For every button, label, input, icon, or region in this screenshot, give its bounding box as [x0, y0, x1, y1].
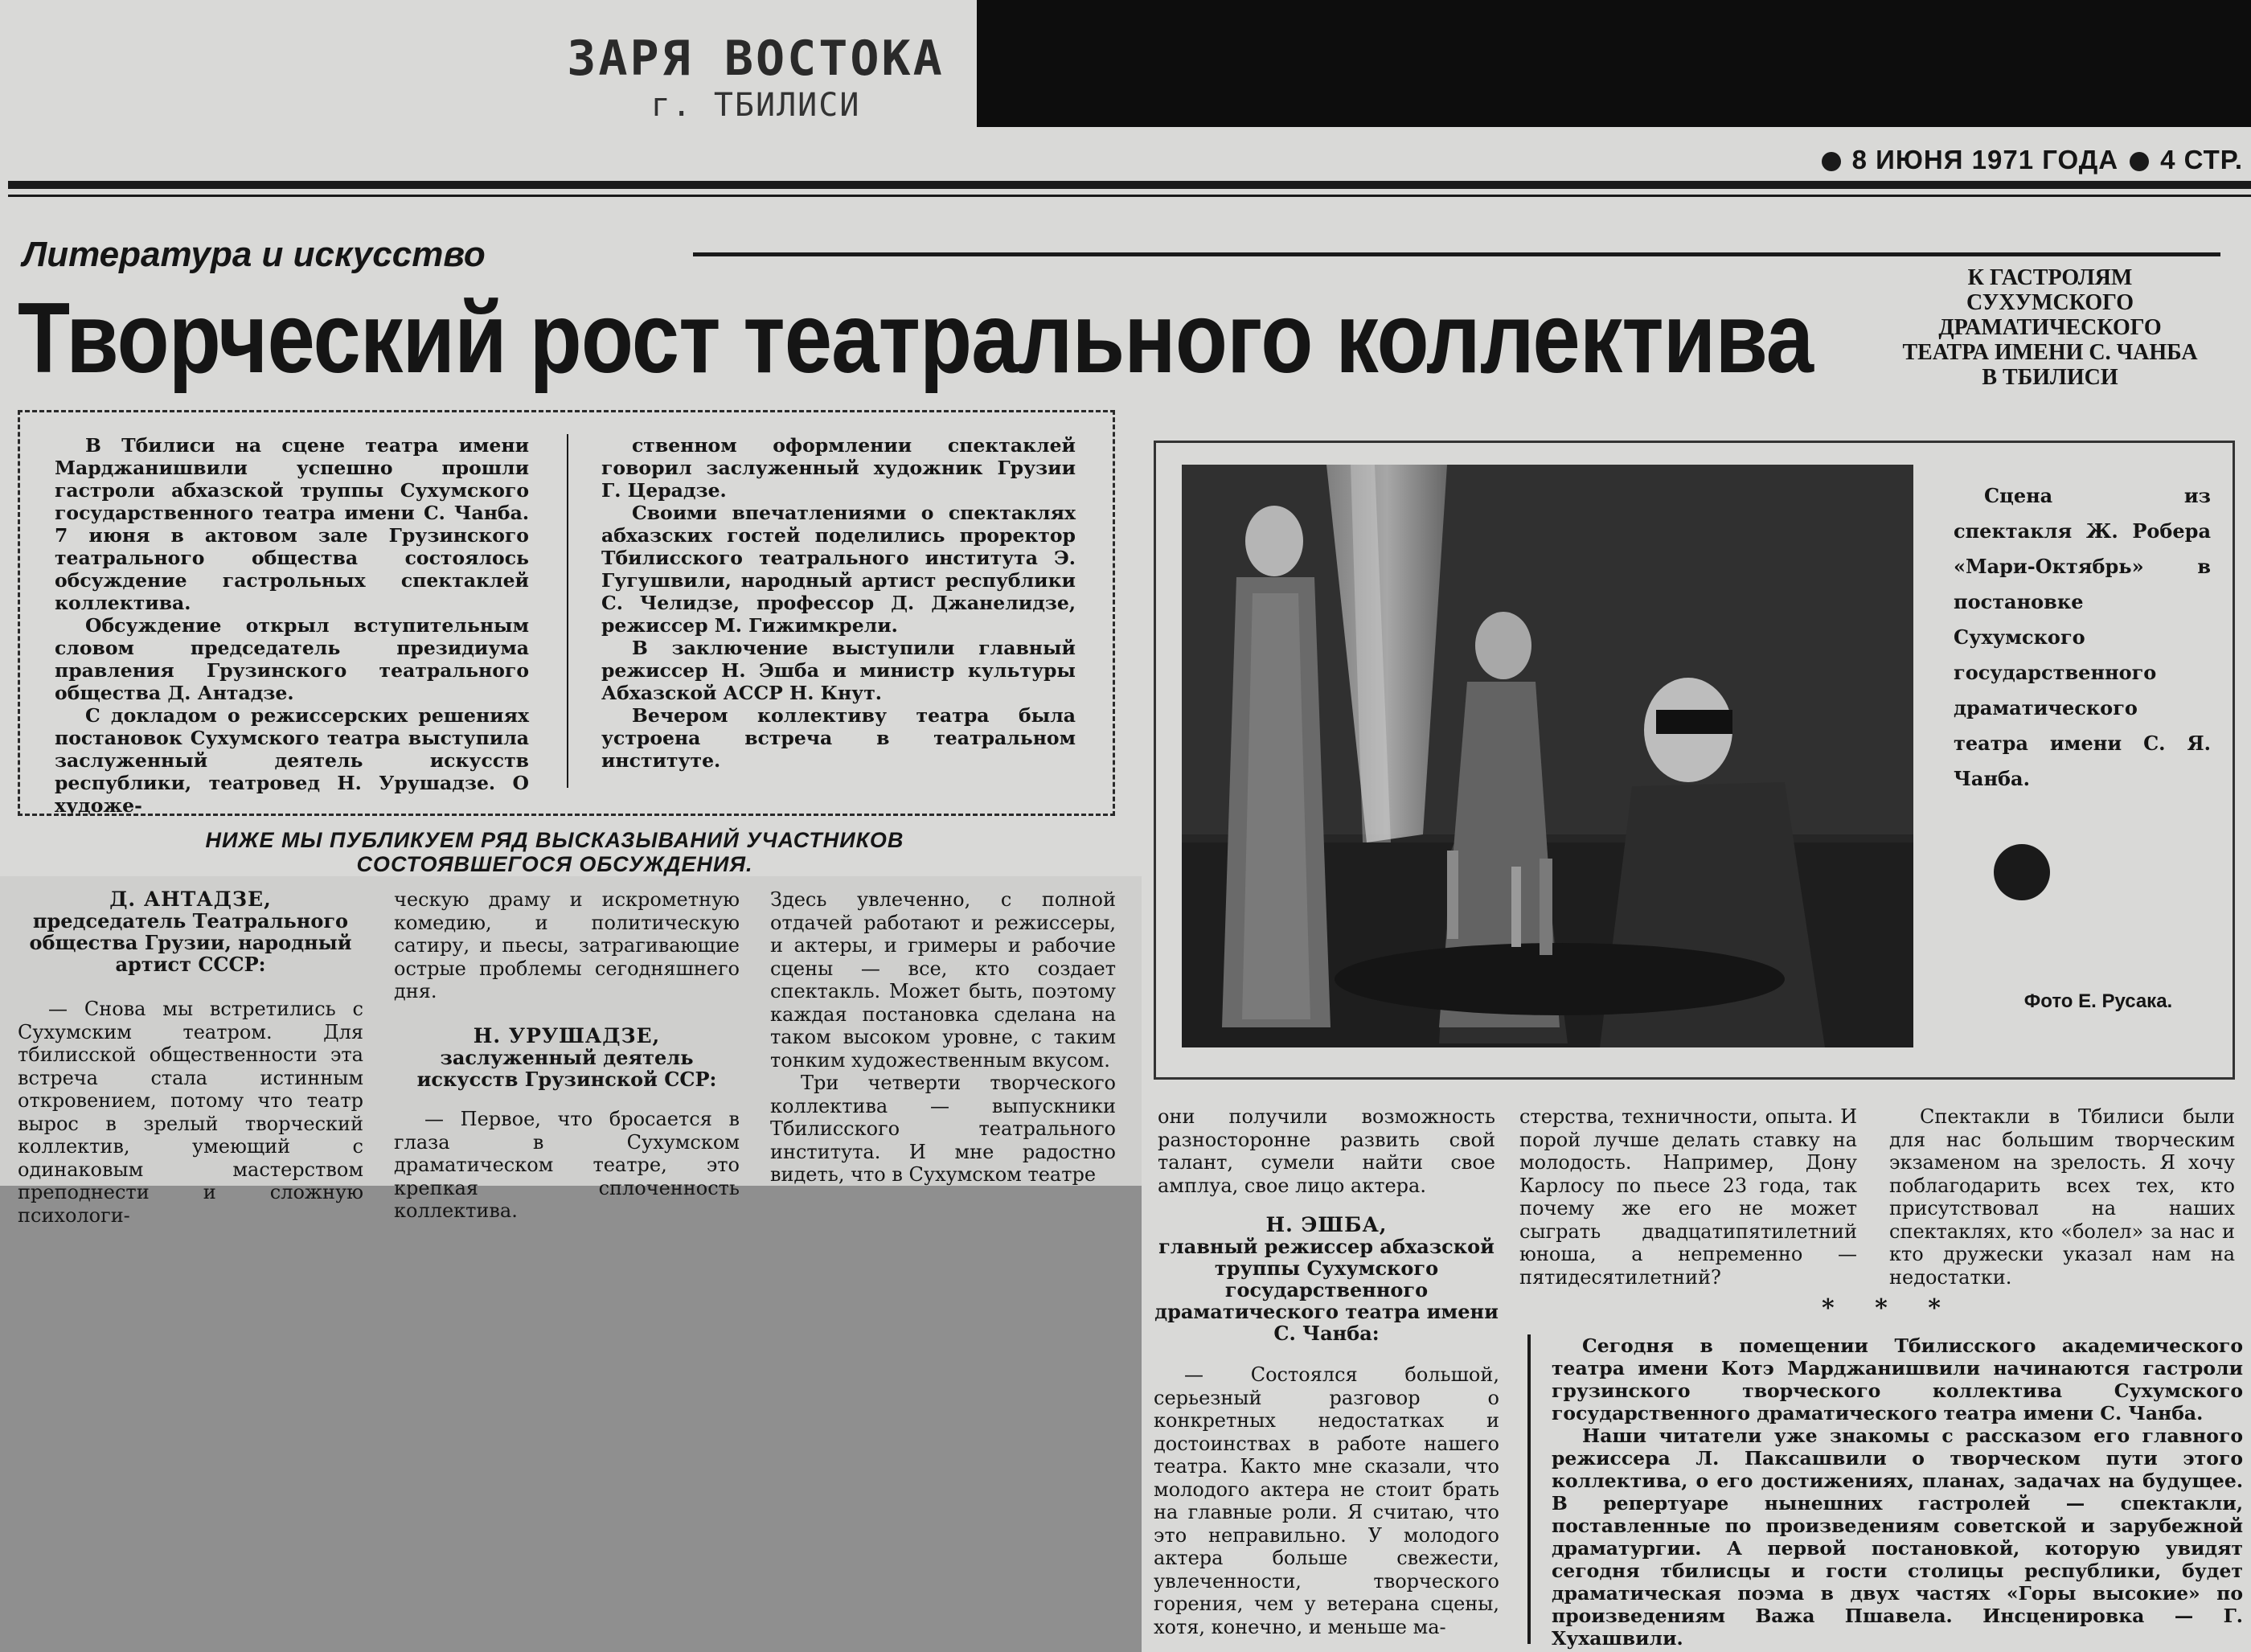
- header-rule-thick: [8, 181, 2251, 189]
- stage-photo-image: [1182, 465, 1913, 1047]
- page-number: 4 СТР.: [2160, 145, 2243, 174]
- rubric-rule: [693, 252, 2220, 256]
- bullet-icon: [1994, 844, 2050, 900]
- lead-column-rule: [567, 434, 568, 788]
- note-paragraph: Наши читатели уже знакомы с рассказом его главного режиссера Л. Паксашвили о творческом пути этого коллектива, о его достижениях, планах, задачах на будущее. В репертуаре нынешних гастролей — спектакли, поставленные по произведениям советской и зарубежной драматургии. А первой постановкой, которую увидят сегодня тбилисцы и гости столицы республики, будет драматическая поэма в двух частях «Горы высокие» по произведениям Важа Пшавела. Инсценировка — Г. Хухашвили.: [1552, 1424, 2243, 1650]
- bullet-icon: [1822, 152, 1841, 171]
- lead-left-column: [55, 434, 529, 817]
- lead-right-column: [601, 434, 1076, 788]
- sidehead-line: ДРАМАТИЧЕСКОГО: [1938, 315, 2162, 340]
- section-rubric: Литература и искусство: [23, 235, 486, 274]
- sidehead-line: ТЕАТРА ИМЕНИ С. ЧАНБА: [1902, 340, 2198, 365]
- paragraph: — Первое, что бросается в глаза в Сухумском драматическом театре, это крепкая сплоченность коллектива.: [394, 1108, 740, 1222]
- background-lower-left: [0, 1174, 1142, 1652]
- headline: Творческий рост театрального коллектива: [18, 283, 1814, 394]
- stamp-city: г. ТБИЛИСИ: [650, 87, 861, 124]
- column-6: [1889, 1105, 2235, 1290]
- speaker-text: [394, 1108, 740, 1223]
- paragraph: — Состоялся большой, серьезный разговор о конкретных недостатках и достоинствах в работе нашего театра. Както мне сказали, что молодого актера не стоит брать на главные роли. Я считаю, что это неправильно. У молодого актера больше свежести, увлеченности, творческого горения, чем у ветерана сцены, хотя, конечно, и меньше ма-: [1154, 1363, 1499, 1638]
- speaker-name: Д. АНТАДЗЕ,: [109, 887, 272, 911]
- column-urushadze: [394, 1024, 740, 1222]
- subhead-line: НИЖЕ МЫ ПУБЛИКУЕМ РЯД ВЫСКАЗЫВАНИЙ УЧАСТНИКОВ: [205, 828, 904, 852]
- speaker-eshba: [1154, 1214, 1499, 1344]
- column-5: [1519, 1105, 1857, 1290]
- paragraph: — Снова мы встретились с Сухумским театром. Для тбилисской общественности эта встреча стала истинным откровением, потому что театр вырос в зрелый творческий коллектив, умеющий с одинаковым мастерством преподнести и сложную психологи-: [18, 998, 363, 1227]
- paragraph: Здесь увлеченно, с полной отдачей работают и режиссеры, и актеры, и гримеры и рабочие сцены — все, кто создает спектакль. Может быть, поэтому каждая постановка сделана на таком высоком уровне, с таким тонким художественным вкусом.: [770, 888, 1116, 1072]
- lead-paragraph: Своими впечатлениями о спектаклях абхазских гостей поделились проректор Тбилисского театрального института Э. Гугушвили, народный артист республики С. Челидзе, профессор Д. Джанелидзе, режиссер М. Гижимкрели.: [601, 502, 1076, 637]
- speaker-title: заслуженный деятель искусств Грузинской ССР:: [416, 1046, 717, 1091]
- speaker-text: [18, 998, 363, 1227]
- paragraph: ческую драму и искрометную комедию, и политическую сатиру, и пьесы, затрагивающие острые проблемы сегодняшнего дня.: [394, 888, 740, 1002]
- issue-date: 8 ИЮНЯ 1971 ГОДА: [1851, 145, 2119, 174]
- sidehead-line: В ТБИЛИСИ: [1982, 365, 2118, 390]
- lead-paragraph: В Тбилиси на сцене театра имени Марджанишвили успешно прошли гастроли абхазской труппы Сухумского государственного театра имени С. Чанба. 7 июня в актовом зале Грузинского театрального общества состоялось обсуждение гастрольных спектаклей коллектива.: [55, 434, 529, 614]
- sidehead: [1873, 265, 2227, 394]
- stage-photo: [1182, 465, 1913, 1047]
- note-paragraph: Сегодня в помещении Тбилисского академического театра имени Котэ Марджанишвили начинаются гастроли грузинского творческого коллектива Сухумского государственного драматического театра имени С. Чанба.: [1552, 1334, 2243, 1424]
- photo-credit: Фото Е. Русака.: [2023, 990, 2173, 1012]
- newspaper-stamp: [563, 31, 949, 127]
- speaker-title: главный режиссер абхазской труппы Сухумского государственного драматического театра имени С. Чанба:: [1154, 1235, 1499, 1345]
- lead-paragraph: ственном оформлении спектаклей говорил заслуженный художник Грузии Г. Церадзе.: [601, 434, 1076, 502]
- sidehead-line: К ГАСТРОЛЯМ: [1967, 265, 2133, 290]
- speaker-urushadze: [394, 1025, 740, 1090]
- photo-caption: Сцена из спектакля Ж. Робера «Мари-Октябрь» в постановке Сухумского государственного драматического театра имени С. Я. Чанба.: [1954, 484, 2211, 790]
- column-antadze: [18, 887, 363, 1227]
- lead-paragraph: Обсуждение открыл вступительным словом председатель президиума правления Грузинского театрального общества Д. Антадзе.: [55, 614, 529, 704]
- paragraph: они получили возможность разносторонне развить свой талант, сумели найти свое амплуа, свое лицо актера.: [1158, 1105, 1495, 1197]
- paragraph: Спектакли в Тбилиси были для нас большим творческим экзаменом на зрелость. Я хочу поблагодарить всех тех, кто присутствовал на наших спектаклях, кто «болел» за нас и кто дружески указал нам на недостатки.: [1889, 1105, 2235, 1289]
- dateline: [1728, 145, 2243, 180]
- lead-paragraph: С докладом о режиссерских решениях постановок Сухумского театра выступила заслуженный деятель искусств республики, театровед Н. Урушадзе. О художе-: [55, 704, 529, 817]
- lead-paragraph: В заключение выступили главный режиссер Н. Эшба и министр культуры Абхазской АССР Н. Кнут.: [601, 637, 1076, 704]
- speaker-name: Н. УРУШАДЗЕ,: [473, 1024, 661, 1047]
- speaker-name: Н. ЭШБА,: [1265, 1213, 1388, 1236]
- column-3: [770, 888, 1116, 1210]
- paragraph: стерства, техничности, опыта. И порой лучше делать ставку на молодость. Например, Дону Карлосу по пьесе 23 года, так почему же его не может сыграть двадцатипятилетний юноша, а непременно — пятидесятилетний?: [1519, 1105, 1857, 1289]
- sidehead-line: СУХУМСКОГО: [1966, 290, 2134, 315]
- paragraph: Три четверти творческого коллектива — выпускники Тбилисского театрального института. И мне радостно видеть, что в Сухумском театре: [770, 1072, 1116, 1186]
- bullet-icon: [2130, 152, 2149, 171]
- theatre-note: [1552, 1334, 2243, 1648]
- speaker-title: председатель Театрального общества Грузии, народный артист СССР:: [29, 909, 352, 976]
- section-separator: * * *: [1822, 1294, 1957, 1322]
- header-rule-thin: [8, 195, 2251, 197]
- speaker-text: [1154, 1363, 1499, 1638]
- discussion-subhead: [121, 828, 989, 881]
- stamp-title: ЗАРЯ ВОСТОКА: [567, 31, 945, 87]
- note-rule: [1527, 1334, 1531, 1644]
- column-4: [1158, 1105, 1495, 1202]
- column-eshba: [1154, 1214, 1499, 1648]
- lead-paragraph: Вечером коллективу театра была устроена встреча в театральном институте.: [601, 704, 1076, 772]
- speaker-antadze: [18, 888, 363, 975]
- subhead-line: СОСТОЯВШЕГОСЯ ОБСУЖДЕНИЯ.: [356, 852, 753, 876]
- column-2: [394, 888, 740, 1002]
